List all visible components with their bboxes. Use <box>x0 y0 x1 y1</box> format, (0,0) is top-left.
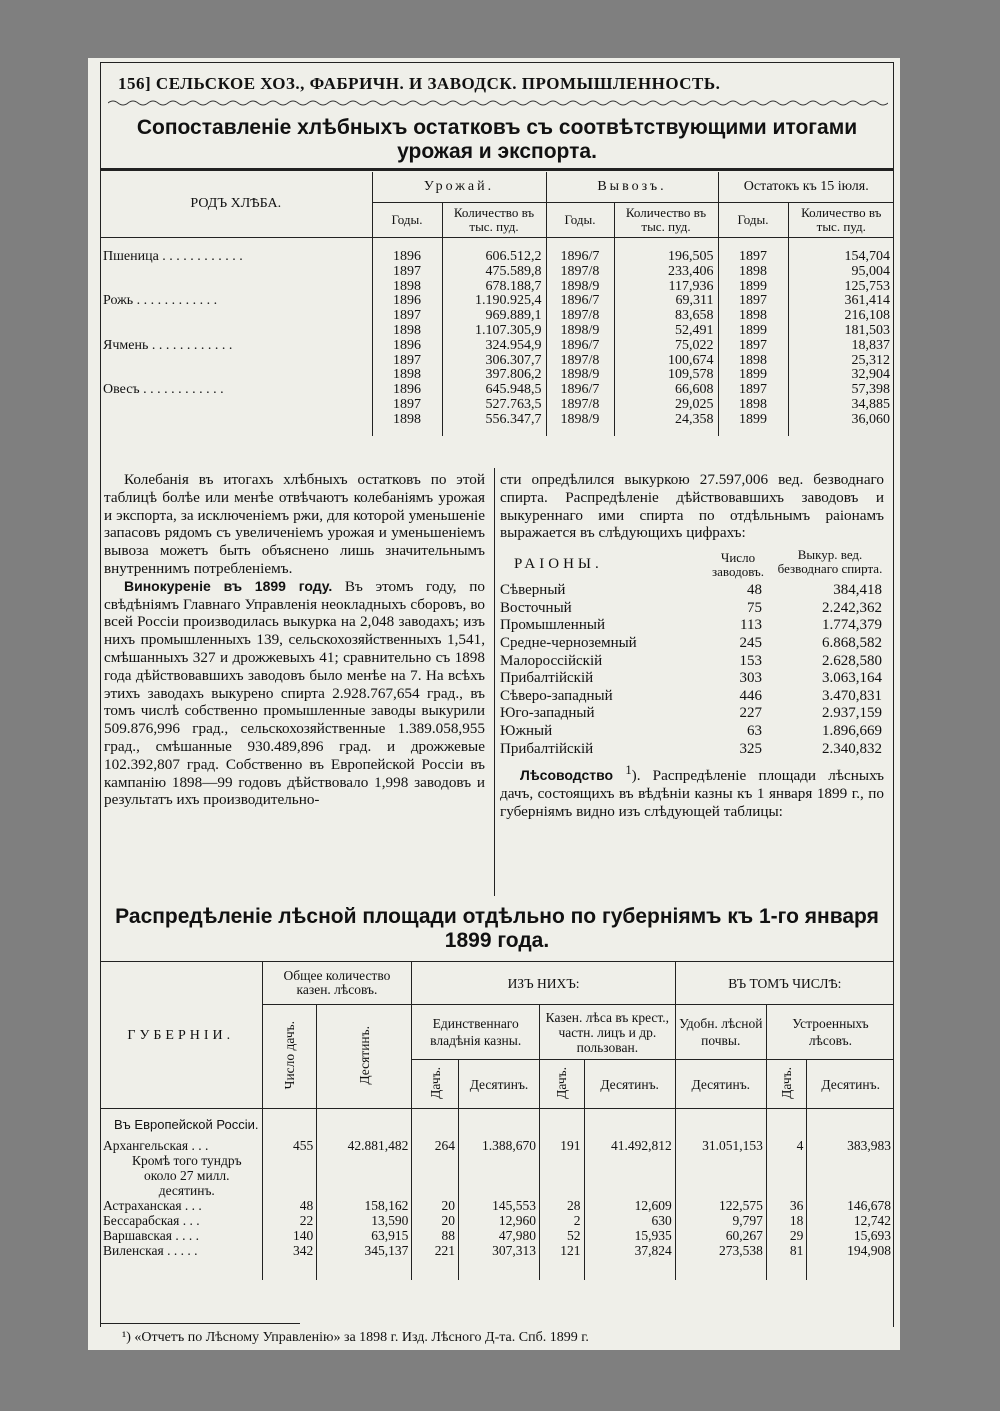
region-volume: 6.868,582 <box>822 634 882 651</box>
forest-table-title: Распредѣленіе лѣсной площади отдѣльно по губерніямъ къ 1-го января 1899 года. <box>115 905 879 952</box>
cell-ry: 1897 <box>718 383 788 398</box>
cell-hy: 1898 <box>372 368 442 383</box>
grain-name: Ячмень . . . . . . . . . . . . <box>103 337 233 353</box>
region-name: Прибалтійскій <box>500 670 594 687</box>
col-des2: Десятинъ. <box>584 1060 675 1109</box>
forest-table-body <box>100 1109 894 1281</box>
right-column <box>500 471 884 821</box>
col-shared: Казен. лѣса въ крест., частн. лицъ и др. пользован. <box>540 1005 676 1060</box>
region-count: 227 <box>739 705 762 722</box>
col-count: Число дачъ. <box>281 1020 297 1090</box>
cell-ey: 1896/7 <box>546 339 614 354</box>
cell-ry: 1897 <box>718 339 788 354</box>
col-kind: РОДЪ ХЛѢБА. <box>100 172 372 238</box>
gub-name: Архангельская . . . <box>103 1138 209 1153</box>
footnote-marker: 1 <box>625 763 632 778</box>
running-header: 156] СЕЛЬСКОЕ ХОЗ., ФАБРИЧН. И ЗАВОДСК. ПРОМЫШЛЕННОСТЬ. <box>118 74 721 93</box>
grain-name-empty <box>100 398 372 413</box>
region-volume: 3.470,831 <box>822 687 882 704</box>
cell-hc: 191 <box>540 1138 585 1153</box>
cell-sd: 307,313 <box>458 1243 539 1258</box>
table-row <box>500 617 884 635</box>
paragraph: ). Распредѣленіе площади лѣсныхъ дачъ, состоящихъ въ вѣдѣніи казны къ 1 января 1899 г., по губерніямъ видно изъ слѣдующей таблицы: <box>500 767 884 820</box>
grain-name-empty <box>100 309 372 324</box>
cell-bd: 383,983 <box>807 1138 894 1153</box>
gub-name: Бессарабская . . . <box>103 1213 200 1228</box>
region-count: 48 <box>747 582 762 599</box>
cell-ry: 1897 <box>718 250 788 265</box>
col-count: Число заводовъ. <box>712 550 764 580</box>
cell-rq: 18,837 <box>788 339 894 354</box>
table-row <box>500 688 884 706</box>
table-row <box>100 1198 894 1213</box>
region-volume: 384,418 <box>833 582 882 599</box>
table-row <box>100 339 894 354</box>
table-row <box>100 368 894 383</box>
table-row <box>100 398 894 413</box>
cell-sd: 47,980 <box>458 1228 539 1243</box>
cell-hy: 1897 <box>372 354 442 369</box>
region-volume: 3.063,164 <box>822 670 882 687</box>
cell-sc: 20 <box>412 1213 459 1228</box>
cell-eq: 69,311 <box>614 294 718 309</box>
region-name: Юго-западный <box>500 705 595 722</box>
cell-eq: 75,022 <box>614 339 718 354</box>
cell-d: 158,162 <box>317 1198 412 1213</box>
wavy-rule <box>108 99 888 107</box>
cell-ry: 1898 <box>718 265 788 280</box>
cell-rq: 32,904 <box>788 368 894 383</box>
cell-sd: 1.388,670 <box>458 1138 539 1153</box>
cell-ry: 1897 <box>718 294 788 309</box>
region-volume: 2.628,580 <box>822 652 882 669</box>
cell-ey: 1897/8 <box>546 309 614 324</box>
table-row <box>500 670 884 688</box>
region-count: 325 <box>739 740 762 757</box>
paragraph: сти опредѣлился выкуркою 27.597,006 вед. безводнаго спирта. Распредѣленіе дѣйствовавшихъ заводовъ и выкуреннаго ими спирта по отдѣльнымъ раіонамъ выражается въ слѣдующихъ цифрахъ: <box>500 471 884 542</box>
grain-name: Овесъ . . . . . . . . . . . . <box>103 382 224 398</box>
cell-bd: 146,678 <box>807 1198 894 1213</box>
cell-d: 345,137 <box>317 1243 412 1258</box>
cell-rq: 25,312 <box>788 354 894 369</box>
col-des: Десятинъ. <box>356 1025 372 1085</box>
cell-hy: 1898 <box>372 280 442 295</box>
cell-d: 63,915 <box>317 1228 412 1243</box>
table-row <box>500 741 884 759</box>
sub-qty: Количество въ тыс. пуд. <box>442 203 546 238</box>
col-des2: Десятинъ. <box>458 1060 539 1109</box>
dot-leader: . . . . . . . . . . . . <box>139 382 224 398</box>
cell-hq: 645.948,5 <box>442 383 546 398</box>
region-heading: Въ Европейской Россіи. <box>114 1117 259 1132</box>
footnote: ¹) «Отчетъ по Лѣсному Управленію» за 1898 г. Изд. Лѣсного Д-та. Спб. 1899 г. <box>122 1330 589 1345</box>
paragraph: Въ этомъ году, по свѣдѣніямъ Главнаго Управленія неокладныхъ сборовъ, во всей Россіи производилась выкурка на 2,048 заводахъ; изъ нихъ промышленныхъ 139, сельскохозяйственныхъ 1,541, смѣшанныхъ 327 и дрожжевыхъ 41; сравнительно съ 1898 года дѣйствовавшихъ заводовъ было менѣе на 7. На всѣхъ этихъ заводахъ выкурено спирта 2.928.767,654 град., въ томъ числѣ собственно промышленные заводы выкурили 509.876,996 град., сельскохозяйственные 1.389.058,955 град., смѣшанные 930.489,896 град. и дрожжевые 102.392,807 град. Собственно въ Европейской Россіи въ кампанію 1898—99 годовъ дѣйствовало 1,998 заводовъ и результатъ ихъ производительно- <box>104 577 485 809</box>
cell-c: 140 <box>262 1228 317 1243</box>
cell-hy: 1896 <box>372 294 442 309</box>
cell-sc: 221 <box>412 1243 459 1258</box>
cell-hq: 678.188,7 <box>442 280 546 295</box>
cell-eq: 117,936 <box>614 280 718 295</box>
cell-ry: 1898 <box>718 354 788 369</box>
table-row <box>100 1243 894 1258</box>
region-volume: 1.896,669 <box>822 722 882 739</box>
cell-hc: 2 <box>540 1213 585 1228</box>
table-row <box>500 653 884 671</box>
region-volume: 2.937,159 <box>822 705 882 722</box>
col-des2: Десятинъ. <box>675 1060 766 1109</box>
sub-years: Годы. <box>372 203 442 238</box>
dot-leader: . . . . . . . . . . . . <box>133 293 218 309</box>
cell-hq: 969.889,1 <box>442 309 546 324</box>
cell-rq: 216,108 <box>788 309 894 324</box>
grain-name: Рожь . . . . . . . . . . . . <box>103 293 218 309</box>
region-name: Средне-черноземный <box>500 634 637 651</box>
region-name: Промышленный <box>500 617 605 634</box>
table-row <box>100 250 894 265</box>
cell-hc: 28 <box>540 1198 585 1213</box>
region-count: 75 <box>747 599 762 616</box>
cell-c: 48 <box>262 1198 317 1213</box>
table-row <box>100 309 894 324</box>
region-volume: 2.242,362 <box>822 599 882 616</box>
cell-hq: 606.512,2 <box>442 250 546 265</box>
cell-ey: 1896/7 <box>546 383 614 398</box>
cell-fit: 9,797 <box>675 1213 766 1228</box>
cell-hd: 37,824 <box>584 1243 675 1258</box>
cell-hd: 12,609 <box>584 1198 675 1213</box>
cell-sc: 264 <box>412 1138 459 1153</box>
cell-hq: 527.763,5 <box>442 398 546 413</box>
cell-rq: 154,704 <box>788 250 894 265</box>
cell-hq: 556.347,7 <box>442 413 546 428</box>
section-title: Сопоставленіе хлѣбныхъ остатковъ съ соотвѣтствующими итогами урожая и экспорта. <box>136 116 858 163</box>
cell-hy: 1897 <box>372 309 442 324</box>
cell-hd: 41.492,812 <box>584 1138 675 1153</box>
dot-leader: . . . . . . . . . . . . <box>158 249 243 264</box>
region-count: 63 <box>747 722 762 739</box>
grain-name-empty <box>100 368 372 383</box>
cell-hy: 1898 <box>372 413 442 428</box>
cell-ey: 1897/8 <box>546 398 614 413</box>
cell-hq: 1.190.925,4 <box>442 294 546 309</box>
cell-bc: 18 <box>766 1213 807 1228</box>
col-region: РАІОНЫ. <box>514 556 603 573</box>
grain-name-empty <box>100 354 372 369</box>
table-row <box>100 383 894 398</box>
cell-ey: 1897/8 <box>546 265 614 280</box>
cell-sd: 12,960 <box>458 1213 539 1228</box>
cell-ey: 1898/9 <box>546 368 614 383</box>
cell-hy: 1896 <box>372 339 442 354</box>
cell-ry: 1899 <box>718 280 788 295</box>
cell-hy: 1897 <box>372 398 442 413</box>
region-name: Малороссійскій <box>500 652 603 669</box>
col-export: Вывозъ. <box>546 172 718 203</box>
col-rest: Остатокъ къ 15 іюля. <box>718 172 894 203</box>
grain-name-empty <box>100 280 372 295</box>
cell-c: 342 <box>262 1243 317 1258</box>
table-row <box>500 635 884 653</box>
cell-c: 455 <box>262 1138 317 1153</box>
col-des2: Десятинъ. <box>807 1060 894 1109</box>
cell-hq: 397.806,2 <box>442 368 546 383</box>
cell-bd: 15,693 <box>807 1228 894 1243</box>
cell-ey: 1898/9 <box>546 324 614 339</box>
cell-rq: 361,414 <box>788 294 894 309</box>
table-row <box>100 354 894 369</box>
heading-forestry: Лѣсоводство <box>520 767 614 784</box>
cell-ey: 1896/7 <box>546 294 614 309</box>
region-volume: 1.774,379 <box>822 617 882 634</box>
cell-hq: 1.107.305,9 <box>442 324 546 339</box>
heading-distilling: Винокуреніе въ 1899 году. <box>124 577 333 594</box>
cell-fit: 60,267 <box>675 1228 766 1243</box>
region-name: Сѣверо-западный <box>500 687 613 704</box>
table-row <box>100 265 894 280</box>
cell-rq: 57,398 <box>788 383 894 398</box>
col-dach: Дачъ. <box>427 1066 443 1099</box>
cell-fit: 273,538 <box>675 1243 766 1258</box>
cell-d: 42.881,482 <box>317 1138 412 1153</box>
gub-name: Астраханская . . . <box>103 1198 202 1213</box>
cell-eq: 109,578 <box>614 368 718 383</box>
cell-hy: 1896 <box>372 250 442 265</box>
table-row <box>500 582 884 600</box>
cell-eq: 52,491 <box>614 324 718 339</box>
col-total: Общее количество казен. лѣсовъ. <box>262 962 412 1005</box>
cell-ry: 1899 <box>718 413 788 428</box>
cell-hq: 475.589,8 <box>442 265 546 280</box>
region-volume: 2.340,832 <box>822 740 882 757</box>
region-count: 245 <box>739 634 762 651</box>
cell-hq: 306.307,7 <box>442 354 546 369</box>
cell-eq: 24,358 <box>614 413 718 428</box>
cell-hc: 52 <box>540 1228 585 1243</box>
cell-eq: 233,406 <box>614 265 718 280</box>
forest-table <box>100 961 894 1280</box>
cell-hy: 1897 <box>372 265 442 280</box>
dot-leader: . . . . . . . . . . . . <box>148 337 233 353</box>
thick-rule <box>100 168 894 171</box>
cell-ry: 1898 <box>718 398 788 413</box>
table-row <box>100 1138 894 1153</box>
cell-bc: 4 <box>766 1138 807 1153</box>
cell-ey: 1897/8 <box>546 354 614 369</box>
region-count: 303 <box>739 670 762 687</box>
table-row <box>100 413 894 428</box>
cell-bc: 36 <box>766 1198 807 1213</box>
cell-hy: 1898 <box>372 324 442 339</box>
col-gub: ГУБЕРНІИ. <box>100 962 262 1109</box>
grain-name: Пшеница . . . . . . . . . . . . <box>103 249 243 264</box>
table-row <box>100 1228 894 1243</box>
sub-qty: Количество въ тыс. пуд. <box>614 203 718 238</box>
col-built: Устроенныхъ лѣсовъ. <box>766 1005 894 1060</box>
paragraph: Колебанія въ итогахъ хлѣбныхъ остатковъ по этой таблицѣ болѣе или менѣе отвѣчаютъ колебаніямъ урожая и экспорта, за исключеніемъ ржи, для которой уменьшеніе запасовъ рядомъ съ увеличеніемъ урожая и уменьшеніемъ вывоза можетъ быть объяснено лишь значительнымъ внутреннимъ потребленіемъ. <box>104 471 485 577</box>
col-incl: ВЪ ТОМЪ ЧИСЛѢ: <box>675 962 894 1005</box>
table-row <box>100 324 894 339</box>
cell-rq: 95,004 <box>788 265 894 280</box>
cell-eq: 66,608 <box>614 383 718 398</box>
table-row <box>100 294 894 309</box>
table-row <box>100 280 894 295</box>
sub-years: Годы. <box>718 203 788 238</box>
cell-rq: 34,885 <box>788 398 894 413</box>
footnote-rule <box>100 1323 300 1324</box>
grain-name-empty <box>100 324 372 339</box>
cell-rq: 181,503 <box>788 324 894 339</box>
cell-d: 13,590 <box>317 1213 412 1228</box>
table-row <box>100 1213 894 1228</box>
cell-sc: 88 <box>412 1228 459 1243</box>
cell-fit: 31.051,153 <box>675 1138 766 1153</box>
cell-ey: 1898/9 <box>546 280 614 295</box>
col-fit: Удобн. лѣсной почвы. <box>675 1005 766 1060</box>
region-count: 446 <box>739 687 762 704</box>
cell-bd: 12,742 <box>807 1213 894 1228</box>
cell-fit: 122,575 <box>675 1198 766 1213</box>
table-row <box>500 723 884 741</box>
grain-name-empty <box>100 265 372 280</box>
table-row <box>500 600 884 618</box>
grain-table-body <box>100 238 894 436</box>
gub-name: Варшавская . . . . <box>103 1228 199 1243</box>
region-name: Южный <box>500 722 553 739</box>
cell-bd: 194,908 <box>807 1243 894 1258</box>
column-divider <box>494 468 495 896</box>
regions-table-body <box>500 582 884 758</box>
cell-ry: 1899 <box>718 368 788 383</box>
cell-hc: 121 <box>540 1243 585 1258</box>
grain-name-empty <box>100 413 372 428</box>
col-dach: Дачъ. <box>779 1066 795 1099</box>
cell-ry: 1899 <box>718 324 788 339</box>
cell-hd: 630 <box>584 1213 675 1228</box>
table-row <box>500 705 884 723</box>
cell-c: 22 <box>262 1213 317 1228</box>
cell-rq: 36,060 <box>788 413 894 428</box>
cell-hq: 324.954,9 <box>442 339 546 354</box>
left-column <box>104 471 485 809</box>
col-dach: Дачъ. <box>554 1066 570 1099</box>
cell-eq: 83,658 <box>614 309 718 324</box>
tundra-note: Кромѣ того тундръ около 27 милл. десятинъ. <box>131 1153 242 1198</box>
region-name: Сѣверный <box>500 582 566 599</box>
col-of-them: ИЗЪ НИХЪ: <box>412 962 675 1005</box>
cell-sc: 20 <box>412 1198 459 1213</box>
cell-eq: 29,025 <box>614 398 718 413</box>
region-count: 113 <box>740 617 762 634</box>
cell-bc: 29 <box>766 1228 807 1243</box>
gub-name: Виленская . . . . . <box>103 1243 198 1258</box>
region-name: Восточный <box>500 599 572 616</box>
cell-ey: 1898/9 <box>546 413 614 428</box>
region-count: 153 <box>739 652 762 669</box>
region-name: Прибалтійскій <box>500 740 594 757</box>
sub-years: Годы. <box>546 203 614 238</box>
cell-hd: 15,935 <box>584 1228 675 1243</box>
sub-qty: Количество въ тыс. пуд. <box>788 203 894 238</box>
cell-sd: 145,553 <box>458 1198 539 1213</box>
regions-table <box>500 548 884 758</box>
cell-rq: 125,753 <box>788 280 894 295</box>
col-sole: Единственнаго владѣнія казны. <box>412 1005 540 1060</box>
cell-bc: 81 <box>766 1243 807 1258</box>
cell-eq: 196,505 <box>614 250 718 265</box>
cell-eq: 100,674 <box>614 354 718 369</box>
col-volume: Выкур. вед. безводнаго спирта. <box>777 547 883 577</box>
col-harvest: Урожай. <box>372 172 546 203</box>
grain-table <box>100 172 894 436</box>
cell-ey: 1896/7 <box>546 250 614 265</box>
cell-hy: 1896 <box>372 383 442 398</box>
cell-ry: 1898 <box>718 309 788 324</box>
